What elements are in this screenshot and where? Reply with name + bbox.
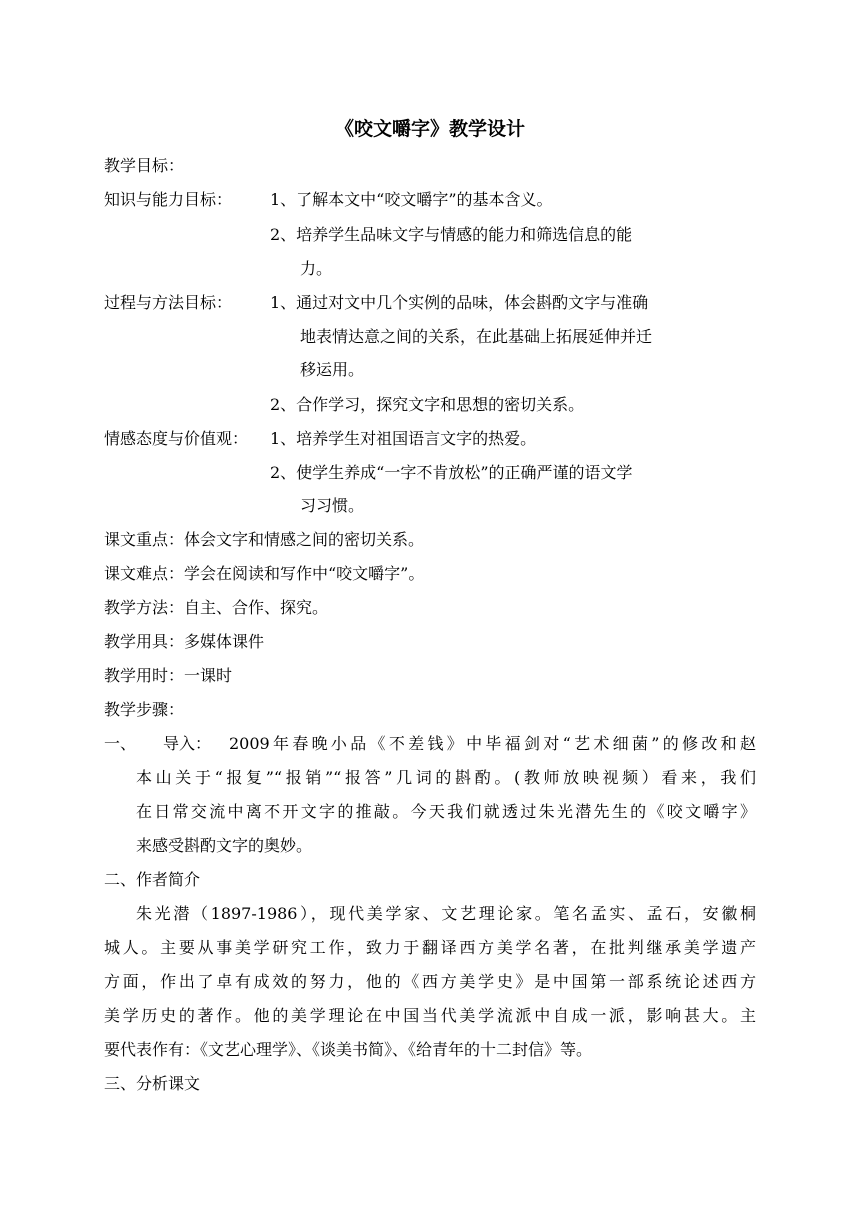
- teaching-steps-heading: 教学步骤：: [104, 700, 185, 719]
- process-label: 过程与方法目标：: [104, 293, 233, 312]
- intro-line-2: 本山关于“报复”“报销”“报答”几词的斟酌。(教师放映视频）看来，我们: [136, 768, 756, 787]
- intro-line-3: 在日常交流中离不开文字的推敲。今天我们就透过朱光潜先生的《咬文嚼字》: [136, 802, 756, 821]
- process-item-1-cont-2: 移运用。: [300, 360, 365, 379]
- author-line-1: 朱光潜（1897-1986），现代美学家、文艺理论家。笔名孟实、孟石，安徽桐: [136, 904, 756, 923]
- intro-line-1: 2009年春晚小品《不差钱》中毕福剑对“艺术细菌”的修改和赵: [229, 734, 756, 753]
- intro-line-4: 来感受斟酌文字的奥妙。: [136, 836, 313, 855]
- key-point: 课文重点：体会文字和情感之间的密切关系。: [104, 530, 425, 549]
- author-line-5: 要代表作有：《文艺心理学》、《谈美书简》、《给青年的十二封信》等。: [104, 1040, 593, 1059]
- intro-label: 导入：: [163, 734, 212, 753]
- analysis-heading: 三、分析课文: [104, 1074, 201, 1093]
- knowledge-label: 知识与能力目标：: [104, 190, 233, 209]
- knowledge-item-2: 2、培养学生品味文字与情感的能力和筛选信息的能: [270, 225, 633, 244]
- objectives-heading: 教学目标：: [104, 156, 185, 175]
- author-line-2: 城人。主要从事美学研究工作，致力于翻译西方美学名著，在批判继承美学遗产: [104, 938, 756, 957]
- knowledge-item-2-cont: 力。: [300, 259, 333, 278]
- emotion-item-1: 1、培养学生对祖国语言文字的热爱。: [270, 429, 537, 448]
- emotion-item-2-cont: 习习惯。: [300, 496, 365, 515]
- teaching-tools: 教学用具：多媒体课件: [104, 632, 265, 651]
- process-item-1-cont-1: 地表情达意之间的关系，在此基础上拓展延伸并迁: [300, 327, 653, 346]
- emotion-item-2: 2、使学生养成“一字不肯放松”的正确严谨的语文学: [270, 463, 633, 482]
- process-item-2: 2、合作学习，探究文字和思想的密切关系。: [270, 395, 585, 414]
- author-line-4: 美学历史的著作。他的美学理论在中国当代美学流派中自成一派，影响甚大。主: [104, 1006, 756, 1025]
- document-title: 《咬文嚼字》教学设计: [334, 118, 525, 140]
- teaching-method: 教学方法：自主、合作、探究。: [104, 598, 329, 617]
- knowledge-item-1: 1、了解本文中“咬文嚼字”的基本含义。: [270, 190, 553, 209]
- difficulty: 课文难点：学会在阅读和写作中“咬文嚼字”。: [104, 564, 425, 583]
- process-item-1: 1、通过对文中几个实例的品味，体会斟酌文字与准确: [270, 293, 649, 312]
- author-line-3: 方面，作出了卓有成效的努力，他的《西方美学史》是中国第一部系统论述西方: [104, 972, 756, 991]
- emotion-label: 情感态度与价值观：: [104, 429, 249, 448]
- author-heading: 二、作者简介: [104, 870, 201, 889]
- teaching-time: 教学用时：一课时: [104, 666, 233, 685]
- intro-number: 一、: [104, 734, 137, 753]
